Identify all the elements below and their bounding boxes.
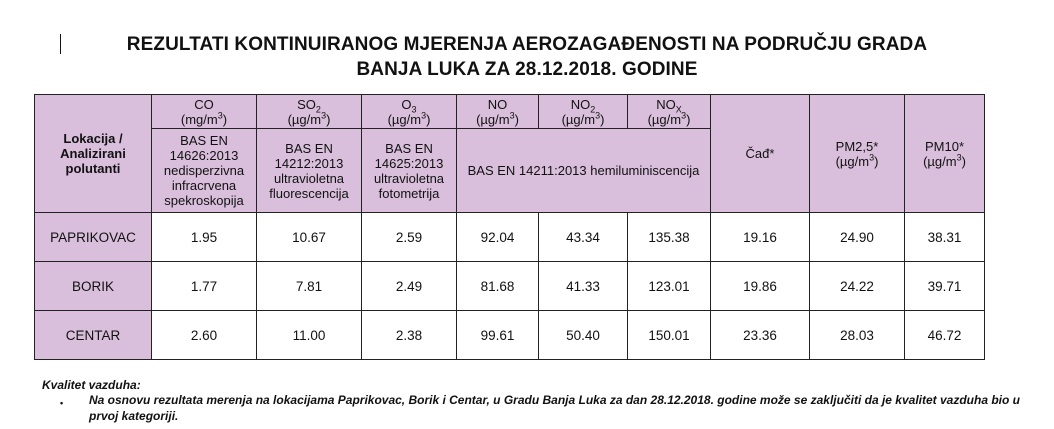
cad-value: 23.36 — [711, 311, 810, 360]
no-value: 81.68 — [457, 262, 539, 311]
so2-method: BAS EN 14212:2013 ultravioletna fluorescencija — [257, 129, 362, 213]
nox-value: 123.01 — [628, 262, 711, 311]
no2-value: 41.33 — [539, 262, 628, 311]
table-row — [35, 213, 985, 262]
so2-value: 10.67 — [257, 213, 362, 262]
o3-value: 2.49 — [362, 262, 457, 311]
air-quality-notes — [42, 377, 1020, 423]
co-header: CO $(mg/m^3)$ — [152, 95, 257, 129]
no2-value: 50.40 — [539, 311, 628, 360]
pm25-value: 24.90 — [810, 213, 905, 262]
pm10-value: 38.31 — [905, 213, 985, 262]
no2-header: $NO_2$ $(\mu g/m^3)$ — [539, 95, 628, 129]
title-line-2: BANJA LUKA ZA 28.12.2018. GODINE — [356, 59, 698, 80]
header-row-1 — [35, 95, 985, 129]
table-row — [35, 311, 985, 360]
nox-value: 150.01 — [628, 311, 711, 360]
pm10-value: 46.72 — [905, 311, 985, 360]
cad-value: 19.16 — [711, 213, 810, 262]
nitrogen-oxides-method: BAS EN 14211:2013 hemiluminiscencija — [457, 129, 711, 213]
notes-heading: Kvalitet vazduha: — [42, 378, 141, 392]
location-cell: PAPRIKOVAC — [35, 213, 152, 262]
o3-value: 2.59 — [362, 213, 457, 262]
bullet-icon: • — [60, 398, 64, 408]
no2-value: 43.34 — [539, 213, 628, 262]
so2-value: 7.81 — [257, 262, 362, 311]
so2-header: $SO_2$ $(\mu g/m^3)$ — [257, 95, 362, 129]
pm25-value: 28.03 — [810, 311, 905, 360]
pm25-value: 24.22 — [810, 262, 905, 311]
no-header: NO $(\mu g/m^3)$ — [457, 95, 539, 129]
cad-header: Čađ* — [711, 95, 810, 213]
cad-value: 19.86 — [711, 262, 810, 311]
location-cell: BORIK — [35, 262, 152, 311]
page-title — [0, 32, 1054, 82]
co-value: 2.60 — [152, 311, 257, 360]
pm10-header: PM10* $(\mu g/m^3)$ — [905, 95, 985, 213]
so2-value: 11.00 — [257, 311, 362, 360]
no-value: 99.61 — [457, 311, 539, 360]
location-cell: CENTAR — [35, 311, 152, 360]
title-line-1: REZULTATI KONTINUIRANOG MJERENJA AEROZAGAĐENOSTI NA PODRUČJU GRADA — [126, 34, 928, 55]
measurement-table — [34, 94, 985, 360]
co-value: 1.77 — [152, 262, 257, 311]
nox-value: 135.38 — [628, 213, 711, 262]
co-value: 1.95 — [152, 213, 257, 262]
nox-header: $NO_X$ $(\mu g/m^3)$ — [628, 95, 711, 129]
table-row — [35, 262, 985, 311]
o3-method: BAS EN 14625:2013 ultravioletna fotometrija — [362, 129, 457, 213]
pm10-value: 39.71 — [905, 262, 985, 311]
no-value: 92.04 — [457, 213, 539, 262]
co-method: BAS EN 14626:2013 nedisperzivna infracrvena spekroskopija — [152, 129, 257, 213]
pm25-header: PM2,5* $(\mu g/m^3)$ — [810, 95, 905, 213]
o3-header: $O_3$ $(\mu g/m^3)$ — [362, 95, 457, 129]
notes-text: Na osnovu rezultata merenja na lokacijama Paprikovac, Borik i Centar, u Gradu Banja Luka za dan 28.12.2018. godine može se zaključiti da je kvalitet vazduha bio u prvoj kategoriji. — [89, 393, 1020, 423]
location-column-header: Lokacija / Analizirani polutanti — [35, 95, 152, 213]
o3-value: 2.38 — [362, 311, 457, 360]
